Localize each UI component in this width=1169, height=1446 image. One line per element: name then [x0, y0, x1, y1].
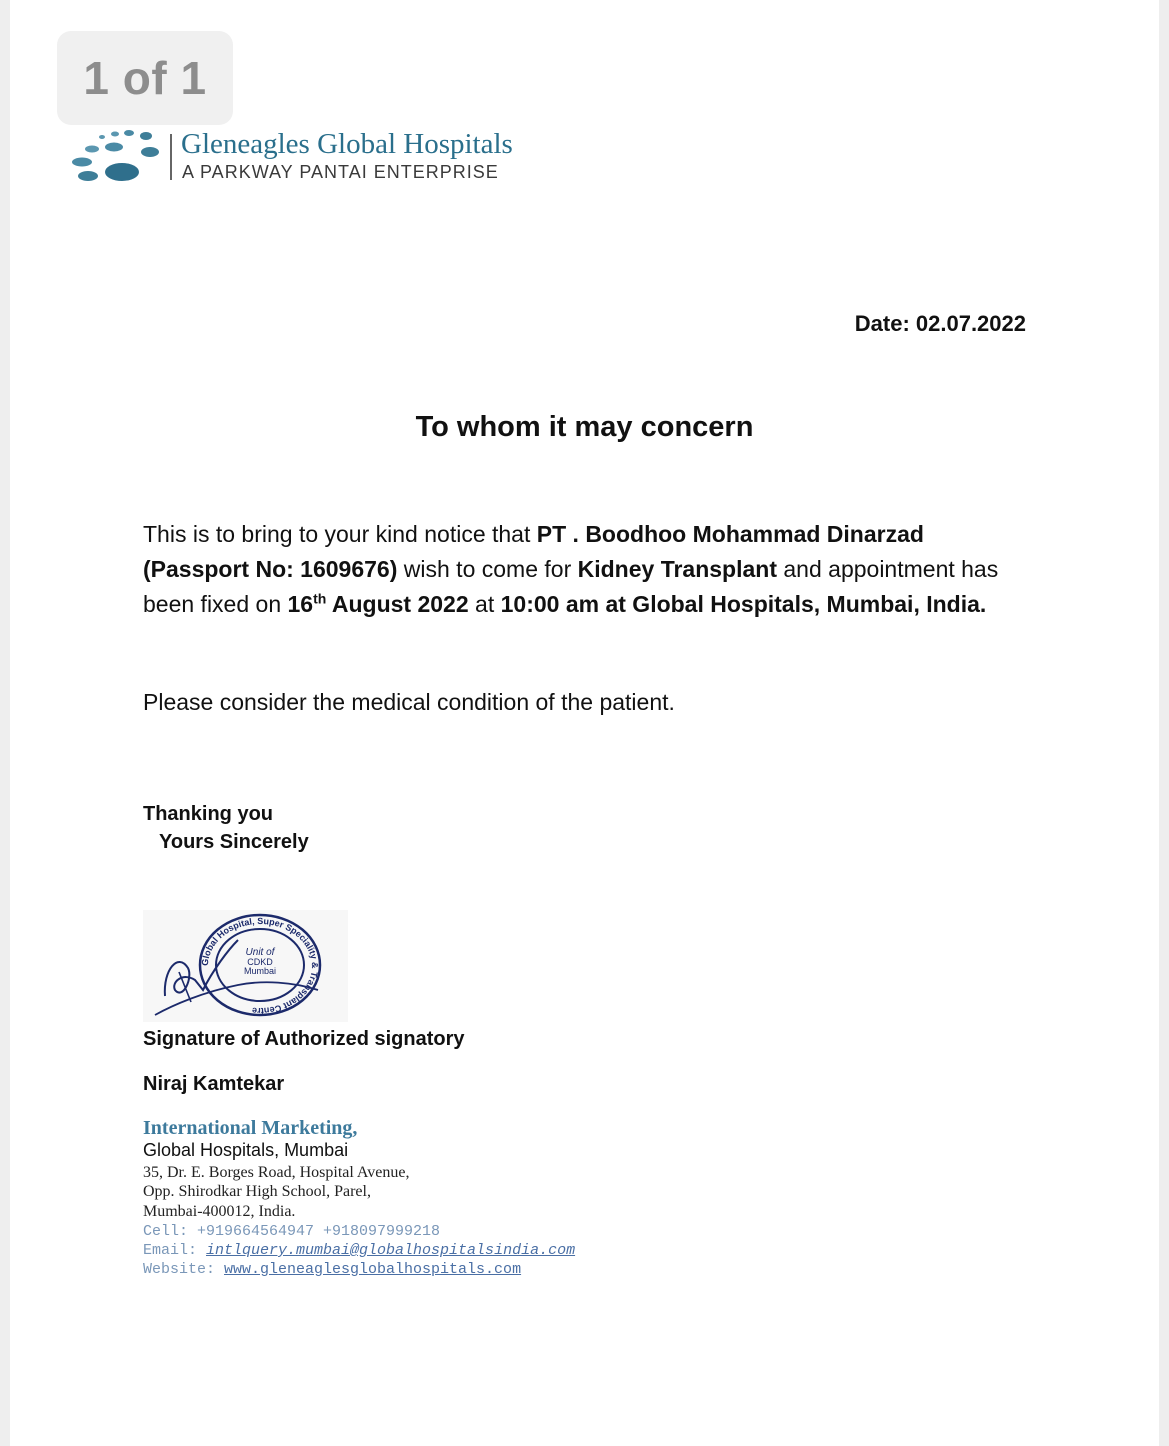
closing-sincerely: Yours Sincerely — [159, 831, 309, 853]
body-text: wish to come for — [397, 556, 578, 582]
contact-department: International Marketing, — [143, 1117, 358, 1139]
hospital-logo — [70, 124, 540, 188]
contact-email-row — [143, 1242, 575, 1259]
website-link[interactable]: www.gleneaglesglobalhospitals.com — [224, 1261, 522, 1278]
email-label: Email: — [143, 1242, 207, 1259]
contact-address-line-2: Opp. Shirodkar High School, Parel, — [143, 1183, 371, 1200]
hospital-subtitle: A PARKWAY PANTAI ENTERPRISE — [182, 162, 499, 182]
logo-dots-icon — [70, 128, 164, 184]
body-text: and appointment has been fixed on — [143, 556, 999, 617]
passport-number: (Passport No: 1609676) — [143, 556, 398, 582]
website-label: Website: — [143, 1261, 225, 1278]
appointment-time-place: 10:00 am at Global Hospitals, Mumbai, India. — [500, 591, 987, 617]
day-suffix: th — [313, 590, 327, 607]
signature-stamp — [143, 910, 348, 1022]
stamp-line-3: Mumbai — [243, 966, 277, 976]
closing-thanks: Thanking you — [143, 803, 273, 825]
logo-divider — [170, 134, 172, 180]
letter-title: To whom it may concern — [415, 411, 754, 443]
contact-website-row — [143, 1261, 521, 1278]
stamp-line-1: Unit of — [245, 947, 275, 958]
hospital-name: Gleneagles Global Hospitals — [181, 128, 513, 160]
signature-label: Signature of Authorized signatory — [143, 1028, 465, 1050]
page-indicator: 1 of 1 — [57, 31, 233, 125]
contact-address-line-1: 35, Dr. E. Borges Road, Hospital Avenue, — [143, 1164, 410, 1181]
procedure-name: Kidney Transplant — [577, 556, 777, 582]
contact-cell: Cell: +919664564947 +918097999218 — [143, 1223, 441, 1240]
email-link[interactable]: intlquery.mumbai@globalhospitalsindia.com — [206, 1242, 576, 1259]
letter-body — [143, 517, 1043, 622]
patient-name: PT . Boodhoo Mohammad Dinarzad — [536, 521, 924, 547]
signer-name: Niraj Kamtekar — [143, 1073, 285, 1095]
appointment-month: August 2022 — [326, 591, 469, 617]
stamp-ring-text: Global Hospital, Super Speciality & Transplant Centre — [199, 915, 321, 1017]
stamp-line-2: CDKD — [247, 957, 273, 967]
body-text: This is to bring to your kind notice that — [143, 521, 537, 547]
body-text: at — [468, 591, 501, 617]
letter-date: Date: 02.07.2022 — [854, 311, 1026, 336]
contact-organization: Global Hospitals, Mumbai — [143, 1140, 349, 1160]
consider-note: Please consider the medical condition of the patient. — [143, 689, 675, 715]
appointment-day: 16 — [287, 591, 314, 617]
contact-address-line-3: Mumbai-400012, India. — [143, 1203, 296, 1220]
